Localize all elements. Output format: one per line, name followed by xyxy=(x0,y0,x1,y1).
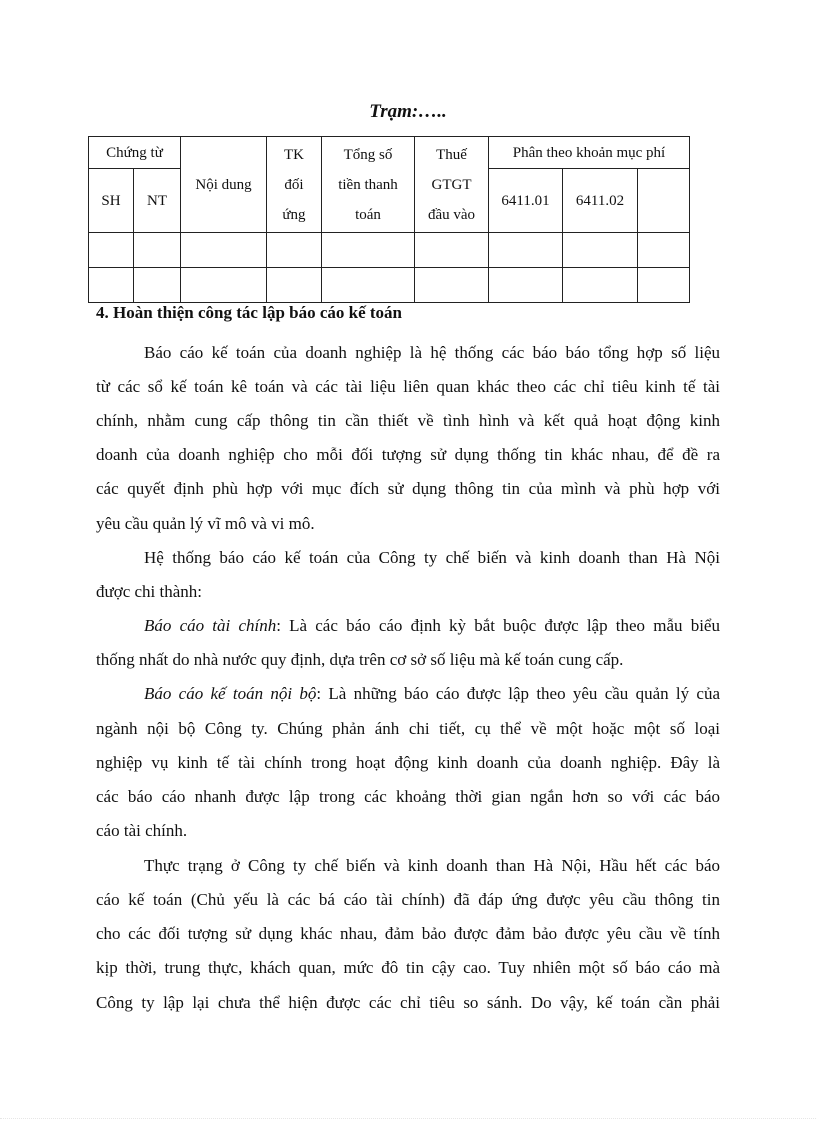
paragraph-line: yêu cầu quản lý vĩ mô và vi mô. xyxy=(96,514,315,533)
ledger-table xyxy=(88,136,690,303)
paragraph-line: kịp thời, trung thực, khách quan, mức đô tin cậy cao. Tuy nhiên một số báo cáo mà xyxy=(96,958,720,977)
header-thue-gtgt: Thuế GTGT đầu vào xyxy=(415,137,489,233)
paragraph-line: từ các sổ kế toán kê toán và các tài liệu liên quan khác theo các chỉ tiêu kinh tế tài xyxy=(96,377,720,396)
header-phan-theo: Phân theo khoản mục phí xyxy=(489,137,690,169)
term-bao-cao-tai-chinh: Báo cáo tài chính xyxy=(144,616,277,635)
page-title: Trạm:….. xyxy=(369,101,447,122)
paragraph-line: cho các đối tượng sử dụng khác nhau, đảm bảo được đảm bảo được yêu cầu về tính xyxy=(96,924,720,943)
paragraph-line: thống nhất do nhà nước quy định, dựa trên cơ sở số liệu mà kế toán cung cấp. xyxy=(96,650,624,669)
header-tong-so-tien: Tổng số tiền thanh toán xyxy=(322,137,415,233)
header-noi-dung: Nội dung xyxy=(181,137,267,233)
paragraph-line: được chi thành: xyxy=(96,582,203,601)
paragraph-line: Hệ thống báo cáo kế toán của Công ty chế biến và kinh doanh than Hà Nội xyxy=(144,548,720,567)
page-footer-rule xyxy=(0,1118,816,1119)
section-heading: 4. Hoàn thiện công tác lập báo cáo kế toán xyxy=(96,303,403,322)
header-empty xyxy=(638,169,690,233)
header-6411-02: 6411.02 xyxy=(563,169,638,233)
paragraph-line: ngành nội bộ Công ty. Chúng phản ánh chi tiết, cụ thể về một hoặc một số loại xyxy=(96,719,720,738)
paragraph-line: Báo cáo tài chính: Là các báo cáo định kỳ bắt buộc được lập theo mẫu biểu xyxy=(144,616,720,635)
paragraph-line: cáo tài chính. xyxy=(96,821,188,840)
table-row xyxy=(89,233,690,268)
paragraph-line: Công ty lập lại chưa thể hiện được các chỉ tiêu so sánh. Do vậy, kế toán cần phải xyxy=(96,993,720,1012)
header-6411-01: 6411.01 xyxy=(489,169,563,233)
term-bao-cao-ke-toan-noi-bo: Báo cáo kế toán nội bộ xyxy=(144,684,317,703)
paragraph-line: nghiệp vụ kinh tế tài chính trong hoạt động kinh doanh của doanh nghiệp. Đây là xyxy=(96,753,720,772)
paragraph-line: Báo cáo kế toán của doanh nghiệp là hệ thống các báo báo tổng hợp số liệu xyxy=(144,343,720,362)
paragraph-line: các báo cáo nhanh được lập trong các khoảng thời gian ngắn hơn so với các báo xyxy=(96,787,720,806)
paragraph-line: Báo cáo kế toán nội bộ: Là những báo cáo được lập theo yêu cầu quản lý của xyxy=(144,684,720,703)
paragraph-line: các quyết định phù hợp với mục đích sử dụng thông tin của mình và phù hợp với xyxy=(96,479,720,498)
header-sh: SH xyxy=(89,169,134,233)
header-tk-doi-ung: TK đối ứng xyxy=(267,137,322,233)
table-row xyxy=(89,268,690,303)
paragraph-line: chính, nhằm cung cấp thông tin cần thiết về tình hình và kết quả hoạt động kinh xyxy=(96,411,720,430)
paragraph-line: cáo kế toán (Chủ yếu là các bá cáo tài chính) đã đáp ứng được yêu cầu thông tin xyxy=(96,890,720,909)
header-chung-tu: Chứng từ xyxy=(89,137,181,169)
paragraph-line: Thực trạng ở Công ty chế biến và kinh doanh than Hà Nội, Hầu hết các báo xyxy=(144,856,720,875)
paragraph-line: doanh của doanh nghiệp cho mỗi đối tượng sử dụng thống tin khác nhau, để đề ra xyxy=(96,445,720,464)
header-nt: NT xyxy=(134,169,181,233)
